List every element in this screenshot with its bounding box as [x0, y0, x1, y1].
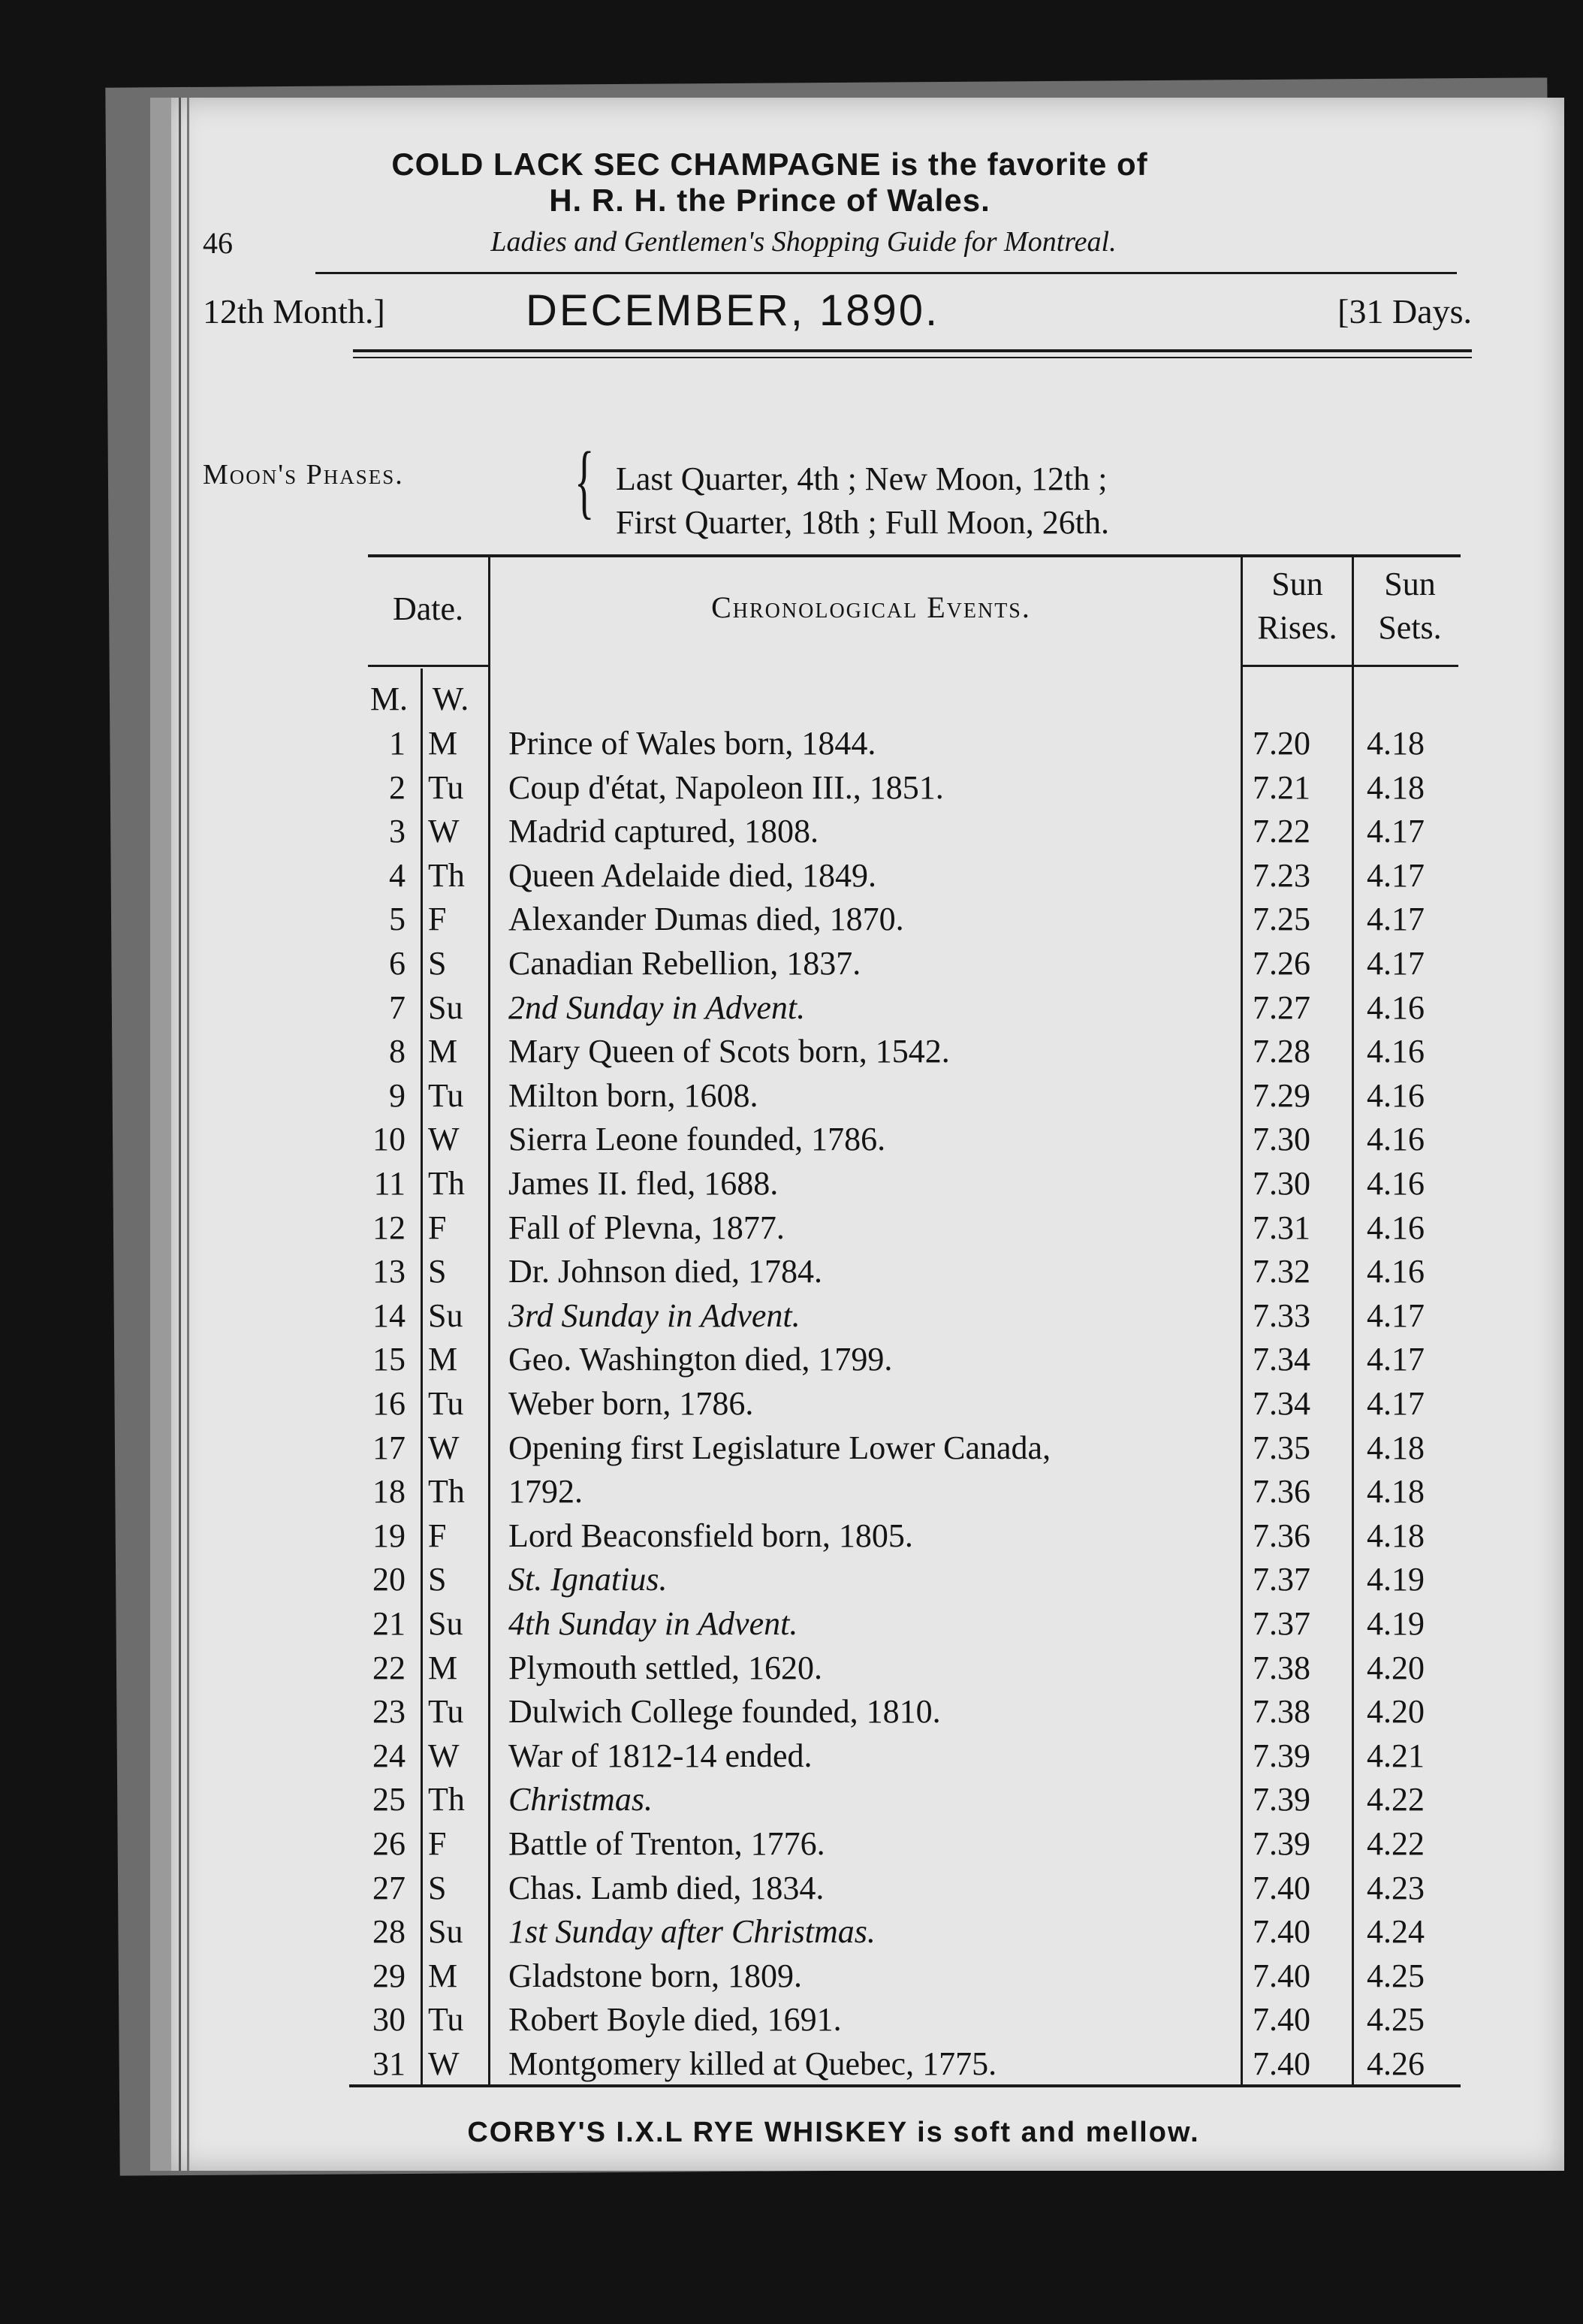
day-of-week: M [428, 1649, 458, 1686]
day-of-week: Su [428, 1913, 463, 1951]
sun-set-time: 4.24 [1367, 1913, 1425, 1951]
table-row [0, 897, 1583, 942]
sun-rise-time: 7.39 [1253, 1737, 1310, 1774]
event-text: 4th Sunday in Advent. [508, 1605, 798, 1642]
event-text: Fall of Plevna, 1877. [508, 1209, 785, 1246]
day-of-month: 9 [389, 1076, 406, 1114]
table-row [0, 721, 1583, 766]
table-row [0, 985, 1583, 1031]
table-row [0, 1117, 1583, 1162]
table-row [0, 1909, 1583, 1954]
sun-rise-time: 7.23 [1253, 856, 1310, 894]
event-text: War of 1812-14 ended. [508, 1737, 813, 1774]
sun-rise-time: 7.21 [1253, 768, 1310, 806]
events-column-header: Chronological Events. [711, 590, 1031, 624]
day-of-month: 23 [372, 1693, 406, 1731]
sun-set-time: 4.21 [1367, 1737, 1425, 1774]
event-text: 2nd Sunday in Advent. [508, 988, 806, 1026]
day-of-month: 7 [389, 988, 406, 1026]
table-bottom-rule [349, 2084, 1461, 2087]
sun-rise-time: 7.34 [1253, 1341, 1310, 1378]
day-of-week: S [428, 1561, 447, 1598]
running-header [203, 225, 1307, 270]
sun-sets-header-2: Sets. [1378, 609, 1442, 646]
day-of-month: 19 [372, 1517, 406, 1554]
sun-rise-time: 7.40 [1253, 1913, 1310, 1951]
table-row [0, 941, 1583, 986]
sun-rise-time: 7.37 [1253, 1561, 1310, 1598]
brace-icon: { [574, 435, 595, 527]
sun-rise-time: 7.26 [1253, 945, 1310, 982]
event-text: Weber born, 1786. [508, 1385, 754, 1422]
table-row [0, 1689, 1583, 1734]
table-row [0, 809, 1583, 854]
sun-rise-time: 7.29 [1253, 1076, 1310, 1114]
table-row [0, 765, 1583, 810]
table-row [0, 1469, 1583, 1514]
event-text: Queen Adelaide died, 1849. [508, 856, 876, 894]
day-of-month: 6 [389, 945, 406, 982]
day-of-week: Su [428, 1296, 463, 1334]
day-of-month: 20 [372, 1561, 406, 1598]
event-text: St. Ignatius. [508, 1561, 668, 1598]
event-text: 1st Sunday after Christmas. [508, 1913, 876, 1951]
week-day-header: W. [432, 681, 469, 717]
sun-set-time: 4.26 [1367, 2045, 1425, 2082]
table-top-rule [368, 554, 1461, 557]
event-text: Geo. Washington died, 1799. [508, 1341, 893, 1378]
day-of-month: 30 [372, 2001, 406, 2039]
day-of-month: 2 [389, 768, 406, 806]
event-text: Plymouth settled, 1620. [508, 1649, 822, 1686]
table-row [0, 2042, 1583, 2087]
month-rule-bottom [353, 357, 1472, 358]
ad-line-1: COLD LACK SEC CHAMPAGNE is the favorite of [391, 146, 1148, 182]
sun-set-time: 4.25 [1367, 2001, 1425, 2039]
sun-rise-time: 7.31 [1253, 1209, 1310, 1246]
event-text: Battle of Trenton, 1776. [508, 1825, 825, 1862]
sun-set-time: 4.17 [1367, 1385, 1425, 1422]
table-row [0, 1206, 1583, 1251]
sun-rise-time: 7.22 [1253, 813, 1310, 850]
day-of-month: 18 [372, 1473, 406, 1511]
sun-rise-time: 7.30 [1253, 1165, 1310, 1202]
table-row [0, 1426, 1583, 1471]
sun-set-time: 4.17 [1367, 901, 1425, 938]
day-of-month: 28 [372, 1913, 406, 1951]
event-text: Robert Boyle died, 1691. [508, 2001, 842, 2039]
table-row [0, 1381, 1583, 1426]
table-row [0, 1557, 1583, 1602]
day-of-week: Th [428, 856, 465, 894]
whiskey-advertisement: CORBY'S I.X.L RYE WHISKEY is soft and mellow. [467, 2117, 1200, 2148]
page-number: 46 [203, 226, 233, 260]
sun-header-rule [1241, 665, 1458, 667]
table-row [0, 1161, 1583, 1206]
table-row [0, 1734, 1583, 1779]
day-of-week: S [428, 945, 447, 982]
table-row [0, 1073, 1583, 1118]
day-of-week: W [428, 1429, 460, 1466]
day-of-month: 3 [389, 813, 406, 850]
day-of-month: 25 [372, 1781, 406, 1818]
day-of-week: W [428, 1121, 460, 1158]
day-of-month: 26 [372, 1825, 406, 1862]
sun-set-time: 4.20 [1367, 1649, 1425, 1686]
table-row [0, 1293, 1583, 1339]
event-text: Sierra Leone founded, 1786. [508, 1121, 886, 1158]
sun-set-time: 4.16 [1367, 1033, 1425, 1070]
day-of-week: F [428, 901, 447, 938]
champagne-advertisement [225, 146, 1314, 219]
sun-set-time: 4.22 [1367, 1781, 1425, 1818]
event-text: Lord Beaconsfield born, 1805. [508, 1517, 913, 1554]
sun-rise-time: 7.35 [1253, 1429, 1310, 1466]
event-text: Dulwich College founded, 1810. [508, 1693, 941, 1731]
sun-set-time: 4.16 [1367, 988, 1425, 1026]
event-text: 3rd Sunday in Advent. [508, 1296, 801, 1334]
sun-set-time: 4.20 [1367, 1693, 1425, 1731]
sun-set-time: 4.18 [1367, 725, 1425, 762]
sun-set-time: 4.17 [1367, 945, 1425, 982]
sun-set-time: 4.19 [1367, 1561, 1425, 1598]
table-row [0, 1249, 1583, 1294]
sun-set-time: 4.23 [1367, 1869, 1425, 1906]
date-column-header: Date. [392, 590, 464, 627]
day-of-month: 21 [372, 1605, 406, 1642]
month-number: 12th Month.] [203, 292, 385, 330]
sun-set-time: 4.16 [1367, 1076, 1425, 1114]
day-of-week: Su [428, 988, 463, 1026]
sun-rise-time: 7.36 [1253, 1517, 1310, 1554]
event-text: 1792. [508, 1473, 583, 1511]
date-header-rule [368, 665, 488, 667]
event-text: James II. fled, 1688. [508, 1165, 779, 1202]
moon-phases-line-2: First Quarter, 18th ; Full Moon, 26th. [616, 504, 1110, 541]
sun-rises-header-2: Rises. [1257, 609, 1337, 646]
day-of-week: Th [428, 1165, 465, 1202]
sun-set-time: 4.25 [1367, 1957, 1425, 1994]
event-text: Madrid captured, 1808. [508, 813, 819, 850]
sun-set-time: 4.19 [1367, 1605, 1425, 1642]
event-text: Christmas. [508, 1781, 653, 1818]
table-row [0, 1601, 1583, 1646]
day-of-month: 12 [372, 1209, 406, 1246]
day-of-week: W [428, 1737, 460, 1774]
event-text: Canadian Rebellion, 1837. [508, 945, 861, 982]
month-day-header: M. [369, 681, 409, 717]
day-of-month: 8 [389, 1033, 406, 1070]
sun-rise-time: 7.39 [1253, 1825, 1310, 1862]
day-of-month: 15 [372, 1341, 406, 1378]
day-of-month: 11 [373, 1165, 406, 1202]
event-text: Mary Queen of Scots born, 1542. [508, 1033, 950, 1070]
table-row [0, 1029, 1583, 1074]
table-row [0, 1337, 1583, 1382]
sun-rise-time: 7.40 [1253, 2045, 1310, 2082]
day-of-month: 5 [389, 901, 406, 938]
day-of-month: 10 [372, 1121, 406, 1158]
day-of-month: 29 [372, 1957, 406, 1994]
day-of-week: Tu [428, 1693, 464, 1731]
day-of-week: S [428, 1869, 447, 1906]
day-of-week: F [428, 1825, 447, 1862]
days-count: [31 Days. [1337, 292, 1472, 330]
sun-rise-time: 7.40 [1253, 1869, 1310, 1906]
day-of-month: 17 [372, 1429, 406, 1466]
sun-set-time: 4.18 [1367, 1429, 1425, 1466]
sun-rise-time: 7.33 [1253, 1296, 1310, 1334]
sun-set-time: 4.17 [1367, 813, 1425, 850]
event-text: Coup d'état, Napoleon III., 1851. [508, 768, 944, 806]
day-of-week: Su [428, 1605, 463, 1642]
day-of-week: M [428, 1341, 458, 1378]
day-of-month: 4 [389, 856, 406, 894]
sun-rise-time: 7.40 [1253, 1957, 1310, 1994]
sun-rise-time: 7.37 [1253, 1605, 1310, 1642]
sun-rise-time: 7.34 [1253, 1385, 1310, 1422]
sun-set-time: 4.18 [1367, 1517, 1425, 1554]
event-text: Prince of Wales born, 1844. [508, 725, 876, 762]
event-text: Milton born, 1608. [508, 1076, 758, 1114]
month-title: DECEMBER, 1890. [526, 286, 940, 335]
sun-rise-time: 7.39 [1253, 1781, 1310, 1818]
sun-set-time: 4.18 [1367, 768, 1425, 806]
sun-set-time: 4.17 [1367, 1341, 1425, 1378]
sun-rise-time: 7.32 [1253, 1253, 1310, 1290]
sun-rise-time: 7.38 [1253, 1649, 1310, 1686]
sun-rise-time: 7.40 [1253, 2001, 1310, 2039]
moon-phases-label: Moon's Phases. [203, 459, 404, 490]
day-of-month: 22 [372, 1649, 406, 1686]
day-of-week: Tu [428, 1076, 464, 1114]
day-of-week: M [428, 1033, 458, 1070]
day-of-month: 24 [372, 1737, 406, 1774]
month-heading [203, 285, 1472, 342]
table-row [0, 1997, 1583, 2042]
day-of-month: 27 [372, 1869, 406, 1906]
sun-rise-time: 7.28 [1253, 1033, 1310, 1070]
sun-set-time: 4.16 [1367, 1165, 1425, 1202]
sun-set-time: 4.16 [1367, 1253, 1425, 1290]
day-of-week: Tu [428, 768, 464, 806]
day-of-week: Tu [428, 1385, 464, 1422]
table-row [0, 853, 1583, 898]
event-text: Opening first Legislature Lower Canada, [508, 1429, 1051, 1466]
sun-rise-time: 7.25 [1253, 901, 1310, 938]
day-of-week: F [428, 1517, 447, 1554]
event-text: Dr. Johnson died, 1784. [508, 1253, 822, 1290]
sun-set-time: 4.16 [1367, 1121, 1425, 1158]
sun-set-time: 4.18 [1367, 1473, 1425, 1511]
day-of-month: 13 [372, 1253, 406, 1290]
day-of-week: W [428, 813, 460, 850]
day-of-month: 14 [372, 1296, 406, 1334]
table-row [0, 1514, 1583, 1559]
sun-rises-header-1: Sun [1271, 566, 1323, 602]
sun-rise-time: 7.36 [1253, 1473, 1310, 1511]
sun-set-time: 4.17 [1367, 856, 1425, 894]
day-of-week: Tu [428, 2001, 464, 2039]
sun-rise-time: 7.38 [1253, 1693, 1310, 1731]
table-row [0, 1646, 1583, 1691]
sun-set-time: 4.17 [1367, 1296, 1425, 1334]
month-rule-top [353, 349, 1472, 352]
day-of-week: S [428, 1253, 447, 1290]
sun-set-time: 4.22 [1367, 1825, 1425, 1862]
sun-set-time: 4.16 [1367, 1209, 1425, 1246]
table-row [0, 1777, 1583, 1822]
day-of-week: Th [428, 1781, 465, 1818]
table-row [0, 1821, 1583, 1867]
sun-rise-time: 7.20 [1253, 725, 1310, 762]
day-of-week: M [428, 725, 458, 762]
day-of-month: 1 [389, 725, 406, 762]
event-text: Gladstone born, 1809. [508, 1957, 803, 1994]
guide-title: Ladies and Gentlemen's Shopping Guide for Montreal. [490, 226, 1117, 258]
event-text: Chas. Lamb died, 1834. [508, 1869, 825, 1906]
event-text: Montgomery killed at Quebec, 1775. [508, 2045, 997, 2082]
day-of-month: 31 [372, 2045, 406, 2082]
sun-rise-time: 7.30 [1253, 1121, 1310, 1158]
day-of-week: W [428, 2045, 460, 2082]
moon-phases-line-1: Last Quarter, 4th ; New Moon, 12th ; [616, 460, 1108, 497]
header-rule [315, 272, 1457, 274]
event-text: Alexander Dumas died, 1870. [508, 901, 904, 938]
table-row [0, 1954, 1583, 1999]
day-of-week: F [428, 1209, 447, 1246]
sun-rise-time: 7.27 [1253, 988, 1310, 1026]
table-row [0, 1866, 1583, 1911]
ad-line-2: H. R. H. the Prince of Wales. [549, 183, 991, 218]
day-of-week: M [428, 1957, 458, 1994]
day-of-week: Th [428, 1473, 465, 1511]
sun-sets-header-1: Sun [1384, 566, 1436, 602]
day-of-month: 16 [372, 1385, 406, 1422]
